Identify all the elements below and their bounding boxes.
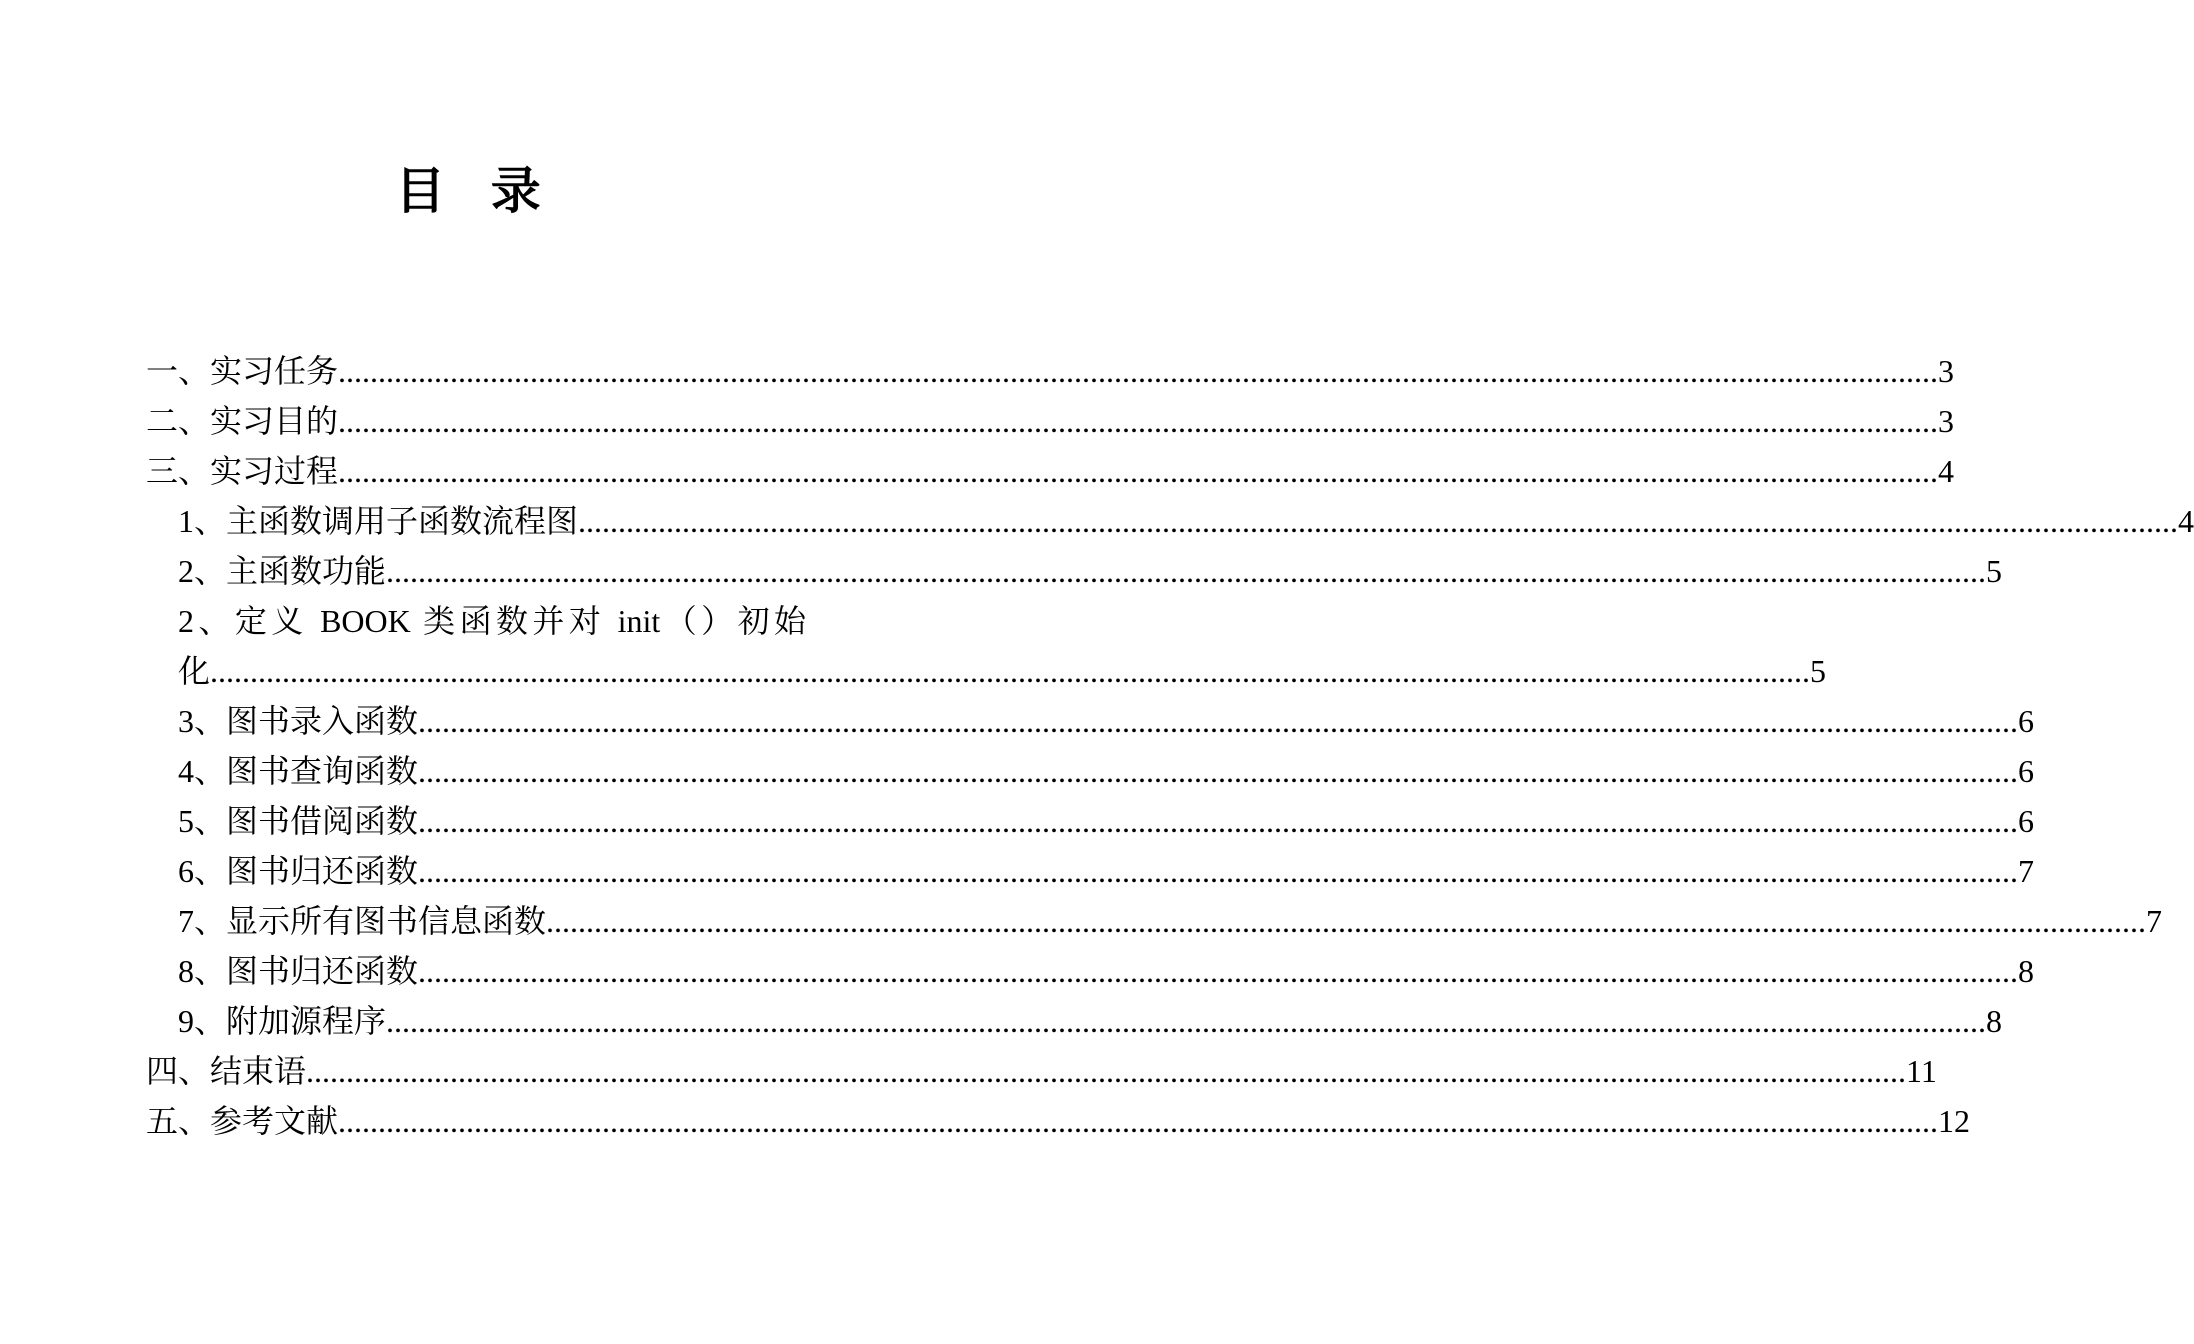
toc-entry[interactable]	[146, 646, 1827, 696]
toc-page-number: 6	[2018, 803, 2035, 839]
toc-dot-leader: ........................................................................................................................................................................................................	[418, 703, 2019, 739]
toc-entry-label: 5、图书借阅函数	[178, 803, 419, 839]
toc-entry-label: 五、参考文献	[146, 1103, 339, 1139]
toc-dot-leader: ........................................................................................................................................................................................................	[418, 853, 2019, 889]
toc-dot-leader: ........................................................................................................................................................................................................	[418, 803, 2019, 839]
toc-entry[interactable]	[146, 896, 2163, 946]
toc-entry-label: 6、图书归还函数	[178, 853, 419, 889]
toc-page-number: 8	[1986, 1003, 2003, 1039]
toc-entry[interactable]	[146, 396, 1955, 446]
toc-entry-label: 化	[178, 653, 211, 689]
toc-page-number: 3	[1938, 353, 1955, 389]
toc-entry-label: 三、实习过程	[146, 453, 339, 489]
toc-dot-leader: ........................................................................................................................................................................................................	[306, 1053, 1907, 1089]
toc-dot-leader: ........................................................................................................................................................................................................	[546, 903, 2147, 939]
toc-entry-label: 2、主函数功能	[178, 553, 387, 589]
page-title: 目 录	[395, 162, 555, 220]
toc-entry[interactable]	[146, 846, 2035, 896]
toc-dot-leader: ........................................................................................................................................................................................................	[338, 403, 1939, 439]
toc-dot-leader: ........................................................................................................................................................................................................	[418, 753, 2019, 789]
toc-entry-label: 二、实习目的	[146, 403, 339, 439]
toc-entry-label: 4、图书查询函数	[178, 753, 419, 789]
toc-page-number: 7	[2018, 853, 2035, 889]
toc-dot-leader: ........................................................................................................................................................................................................	[210, 653, 1811, 689]
toc-entry-wrapped-line[interactable]: 2、定义 BOOK 类函数并对 init（）初始	[178, 603, 806, 639]
table-of-contents	[146, 346, 2194, 1146]
toc-entry-label: 7、显示所有图书信息函数	[178, 903, 547, 939]
toc-entry[interactable]	[146, 546, 2003, 596]
toc-entry[interactable]	[146, 446, 1955, 496]
toc-page-number: 3	[1938, 403, 1955, 439]
toc-dot-leader: ........................................................................................................................................................................................................	[386, 553, 1987, 589]
toc-page-number: 4	[2178, 503, 2194, 539]
toc-page-number: 6	[2018, 753, 2035, 789]
toc-dot-leader: ........................................................................................................................................................................................................	[338, 453, 1939, 489]
toc-entry[interactable]	[146, 696, 2035, 746]
toc-entry-label: 3、图书录入函数	[178, 703, 419, 739]
toc-dot-leader: ........................................................................................................................................................................................................	[338, 1103, 1939, 1139]
toc-page-number: 11	[1906, 1053, 1937, 1089]
toc-page-number: 6	[2018, 703, 2035, 739]
toc-page-number: 7	[2146, 903, 2163, 939]
toc-page-number: 4	[1938, 453, 1955, 489]
toc-entry[interactable]	[146, 1096, 1971, 1146]
toc-page-number: 5	[1810, 653, 1827, 689]
toc-entry[interactable]	[146, 496, 2194, 546]
toc-dot-leader: ........................................................................................................................................................................................................	[578, 503, 2179, 539]
toc-entry[interactable]	[146, 1046, 1937, 1096]
toc-entry-label: 9、附加源程序	[178, 1003, 387, 1039]
toc-dot-leader: ........................................................................................................................................................................................................	[418, 953, 2019, 989]
toc-entry-label: 1、主函数调用子函数流程图	[178, 503, 579, 539]
toc-dot-leader: ........................................................................................................................................................................................................	[338, 353, 1939, 389]
toc-page-number: 8	[2018, 953, 2035, 989]
toc-entry[interactable]	[146, 946, 2035, 996]
toc-entry[interactable]	[146, 996, 2003, 1046]
toc-entry[interactable]	[146, 746, 2035, 796]
toc-dot-leader: ........................................................................................................................................................................................................	[386, 1003, 1987, 1039]
toc-entry-label: 8、图书归还函数	[178, 953, 419, 989]
toc-entry[interactable]	[146, 796, 2035, 846]
toc-page-number: 12	[1938, 1103, 1971, 1139]
toc-entry-label: 一、实习任务	[146, 353, 339, 389]
toc-entry-label: 四、结束语	[146, 1053, 307, 1089]
toc-page-number: 5	[1986, 553, 2003, 589]
toc-entry[interactable]	[146, 346, 1955, 396]
